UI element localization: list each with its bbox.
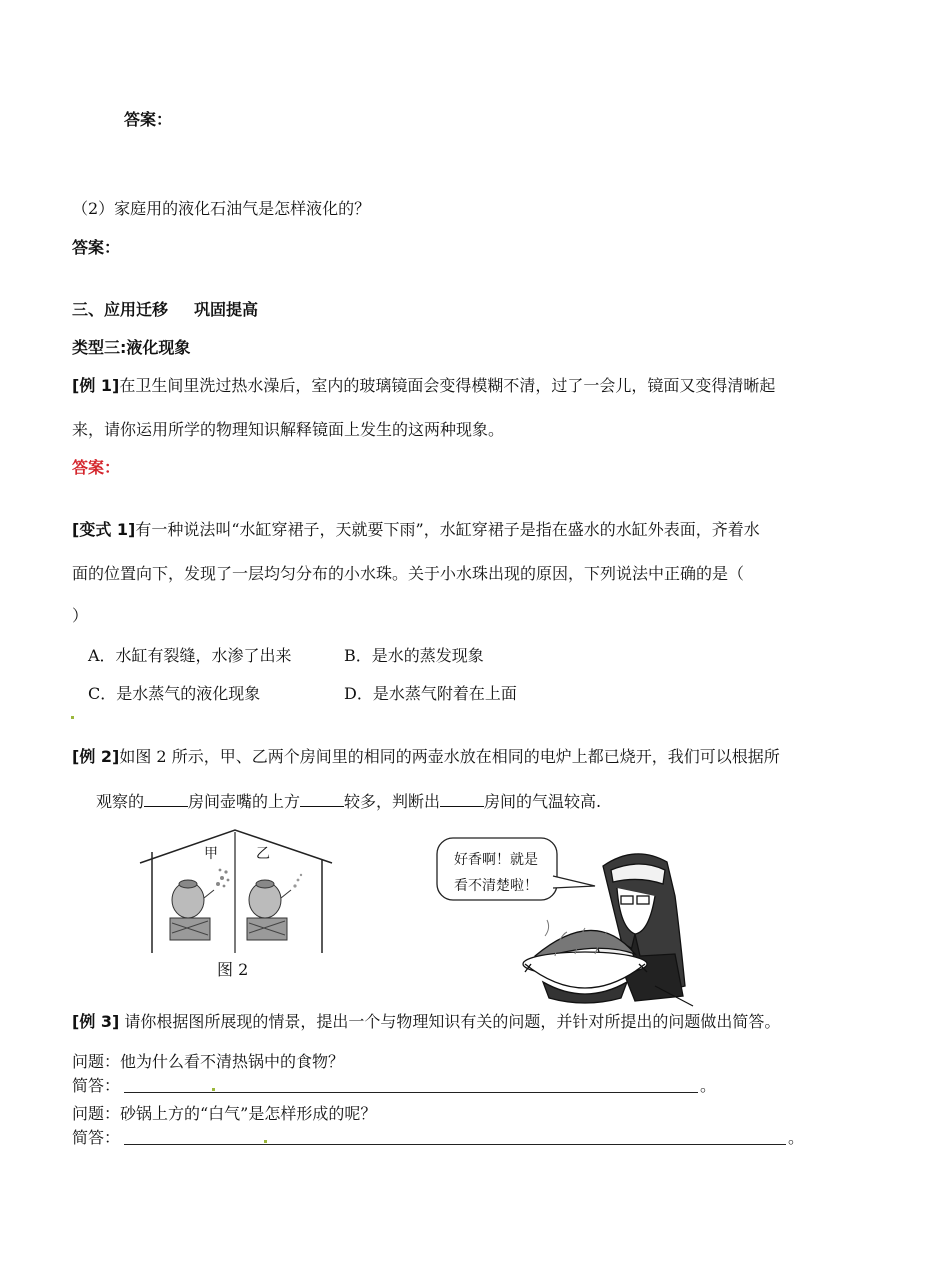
fill-blank-2[interactable] — [300, 790, 344, 807]
example-3-line-1: [例 3] 请你根据图所展现的情景，提出一个与物理知识有关的问题，并针对所提出的问题做出简答。 — [72, 1012, 781, 1031]
section-3-title: 三、应用迁移 — [72, 300, 169, 319]
answer-1-line[interactable] — [124, 1092, 698, 1093]
example-2-line-1: [例 2]如图 2 所示，甲、乙两个房间里的相同的两壶水放在相同的电炉上都已烧开，我们可以根据所 — [72, 747, 780, 766]
section-3-subtitle: 巩固提高 — [194, 300, 259, 319]
example-3-answer-1-label: 简答： — [72, 1076, 121, 1095]
room-b-label: 乙 — [256, 846, 270, 862]
variant-1-line-1: [变式 1]有一种说法叫“水缸穿裙子，天就要下雨”，水缸穿裙子是指在盛水的水缸外表面，齐着水 — [72, 520, 760, 539]
figure-2-rooms-diagram — [140, 828, 340, 958]
variant-1-label: [变式 1] — [72, 520, 136, 539]
figure-2-caption: 图 2 — [217, 960, 249, 979]
question-2-text: （2）家庭用的液化石油气是怎样液化的？ — [72, 199, 371, 218]
example-2-line-2: 观察的 房间壶嘴的上方 较多，判断出 房间的气温较高. — [96, 792, 602, 811]
stray-mark — [264, 1140, 267, 1143]
answer-2-line[interactable] — [124, 1144, 786, 1145]
option-b: B．是水的蒸发现象 — [344, 646, 484, 665]
example-1-label: [例 1] — [72, 376, 120, 395]
example-1-line-1: [例 1]在卫生间里洗过热水澡后，室内的玻璃镜面会变得模糊不清，过了一会儿，镜面又变得清晰起 — [72, 376, 776, 395]
answer-label-top: 答案： — [124, 110, 173, 129]
option-d: D．是水蒸气附着在上面 — [344, 684, 517, 703]
example-1-answer-label: 答案： — [72, 458, 121, 477]
answer-1-period: 。 — [700, 1076, 717, 1095]
example-3-question-1: 问题：他为什么看不清热锅中的食物？ — [72, 1052, 345, 1071]
type-3-title: 类型三:液化现象 — [72, 338, 191, 357]
section-3-heading — [72, 300, 258, 320]
example-3-label: [例 3] — [72, 1012, 120, 1031]
speech-bubble-line-2: 看不清楚啦！ — [454, 878, 538, 894]
variant-1-line-2: 面的位置向下，发现了一层均匀分布的小水珠。关于小水珠出现的原因，下列说法中正确的是（ — [72, 564, 745, 583]
speech-bubble-line-1: 好香啊！就是 — [454, 852, 538, 868]
example-2-label: [例 2] — [72, 747, 120, 766]
answer-2-period: 。 — [788, 1128, 805, 1147]
variant-1-line-3: ） — [72, 606, 89, 625]
option-c: C．是水蒸气的液化现象 — [88, 684, 261, 703]
example-1-line-2: 来，请你运用所学的物理知识解释镜面上发生的这两种现象。 — [72, 420, 505, 439]
question-2-answer-label: 答案： — [72, 238, 121, 257]
fill-blank-3[interactable] — [440, 790, 484, 807]
fill-blank-1[interactable] — [144, 790, 188, 807]
option-a: A．水缸有裂缝，水渗了出来 — [88, 646, 292, 665]
stray-mark — [71, 716, 74, 719]
room-a-label: 甲 — [204, 846, 218, 862]
example-3-answer-2-label: 简答： — [72, 1128, 121, 1147]
stray-mark — [212, 1088, 215, 1091]
example-3-question-2: 问题：砂锅上方的“白气”是怎样形成的呢？ — [72, 1104, 377, 1123]
